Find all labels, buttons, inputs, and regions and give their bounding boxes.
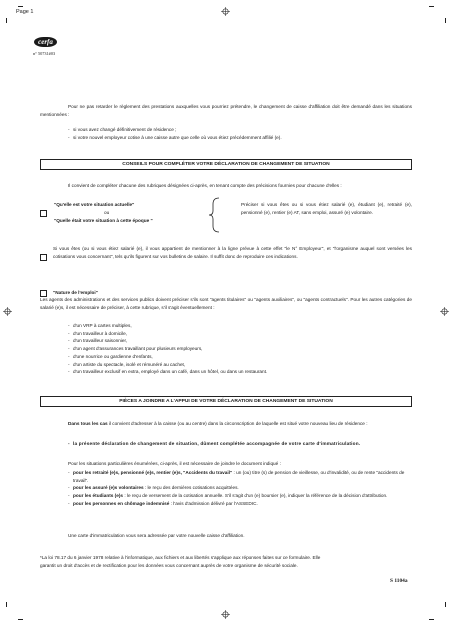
employer-paragraph: Si vous êtes (ou si vous étiez salarié (e), il vous appartient de mentionner à la ligne prévue à cette effet "le N° Employeur", et "l'organisme auquel sont versées les cotisations vous concernant", tels qu'ils figurent sur vos bulletins de salaire. Il suffit donc de reproduire ces indications. — [53, 246, 412, 259]
particular-list — [68, 469, 412, 508]
list-item: - d'une nourrice ou gardienne d'enfants, — [68, 353, 388, 361]
cerfa-logo: cerfa — [34, 37, 57, 47]
crop-mark — [18, 6, 23, 7]
list-item: - d'un VRP à cartes multiples, — [68, 322, 388, 330]
situation-answer: Préciser si vous êtes ou si vous étiez salarié (e), étudiant (e), retraité (e), pensionné (e), rentier (e) AT, sans emploi, assuré (e) volontaire. — [241, 202, 412, 215]
section2-paragraph: Dans tous les cas il convient d'adresser à la caisse (ou au centre) dans la circonscription de laquelle est situé votre nouveau lieu de résidence : — [68, 421, 368, 426]
crop-mark — [6, 18, 7, 23]
section-heading: PIÈCES A JOINDRE A L'APPUI DE VOTRE DÉCLARATION DE CHANGEMENT DE SITUATION — [40, 396, 412, 407]
crop-mark — [429, 619, 434, 620]
employment-nature-label: "Nature de l'emploi" — [53, 290, 98, 295]
page-label: Page 1 — [16, 9, 34, 15]
question-current-situation: "Qu'elle est votre situation actuelle" — [54, 202, 135, 207]
registration-mark-icon — [3, 307, 12, 316]
checkbox[interactable] — [40, 210, 47, 217]
section-heading: CONSEILS POUR COMPLÉTER VOTRE DÉCLARATION DE CHANGEMENT DE SITUATION — [40, 159, 412, 170]
card-note: Une carte d'immatriculation vous sera adressée par votre nouvelle caisse d'affiliation. — [68, 533, 245, 538]
list-item: - pour les assuré (e)s volontaires : le reçu des dernières cotisations acquittées. — [68, 484, 412, 492]
form-number: n° 50731#03 — [33, 51, 56, 56]
list-item: - d'un agent d'assurances travaillant pour plusieurs employeurs, — [68, 345, 388, 353]
checkbox[interactable] — [40, 254, 47, 261]
section1-paragraph: Il convient de compléter chacune des rubriques désignées ci-après, en tenant compte des précisions fournies pour chacune d'elles : — [68, 183, 342, 188]
list-item: - d'un travailleur à domicile, — [68, 330, 388, 338]
particular-intro: Pour les situations particulières énumérées, ci-après, il est nécessaire de joindre le document indiqué : — [68, 461, 281, 466]
list-item: - d'un artiste du spectacle, isolé et rémunéré au cachet, — [68, 361, 388, 369]
employment-nature-text: Les agents des administrations et des services publics doivent préciser s'ils sont "agents titulaires" ou "agents auxiliaires", ou "agents contractuels". Pour les autres catégories de salarié (e)s, il est nécessaire de préciser, à cette rubrique, s'il s'agit éventuellement : — [40, 297, 412, 310]
crop-mark — [6, 602, 7, 607]
crop-mark — [429, 6, 434, 7]
intro-paragraph: Pour ne pas retarder le règlement des prestations auxquelles vous pourriez prétendre, le changement de caisse d'affiliation doit être demandé dans les situations mentionnées : — [40, 104, 412, 117]
list-item: - la présente déclaration de changement de situation, dûment complétée accompagnée de votre carte d'immatriculation. — [68, 440, 412, 448]
list-item: - pour les étudiants (e)s : le reçu de versement de la cotisation annuelle. S'il s'agit d'un (e) boursier (e), indiquer la référence de la décision d'attribution. — [68, 492, 412, 500]
crop-mark — [445, 602, 446, 607]
emphasis: Dans tous les cas — [68, 421, 108, 426]
list-item: - pour les retraité (e)s, pensionné (e)s, rentier (e)s, "Accidents du travail" : un (ou) titre (s) de pension de vieillesse, ou d'invalidité, ou de rente "accidents de travail". — [68, 469, 412, 484]
job-list — [68, 322, 388, 376]
list-item: - d'un travailleur saisonnier, — [68, 337, 388, 345]
crop-mark — [18, 619, 23, 620]
brace-icon — [209, 197, 223, 233]
registration-mark-icon — [221, 610, 230, 619]
list-item: - si vous avez changé définitivement de résidence ; — [68, 126, 398, 134]
law-note: *La loi 78.17 du 6 janvier 1978 relative à l'informatique, aux fichiers et aux libertés s'applique aux réponses faites sur ce formulaire. Elle garantit un droit d'accès et de rectification pour les données vous concernant auprès de votre organisme de sécurité sociale. — [40, 555, 321, 568]
or-label: ou — [104, 210, 110, 215]
list-item: - si votre nouvel employeur cotise à une caisse autre que celle où vous étiez précédemment affilié (e). — [68, 134, 398, 142]
registration-mark-icon — [221, 7, 230, 16]
list-item: - d'un travailleur exclusif en extra, employé dans un café, dans un hôtel, ou dans un restaurant. — [68, 368, 388, 376]
list-item: - pour les personnes en chômage indemnisé : l'avis d'admission délivré par l'ASSEDIC. — [68, 500, 412, 508]
registration-mark-icon — [440, 307, 449, 316]
intro-list — [68, 126, 398, 141]
main-document-list — [68, 440, 412, 448]
crop-mark — [445, 18, 446, 23]
form-code: S 1104a — [390, 578, 408, 584]
question-past-situation: "Quelle était votre situation à cette époque " — [54, 218, 153, 223]
